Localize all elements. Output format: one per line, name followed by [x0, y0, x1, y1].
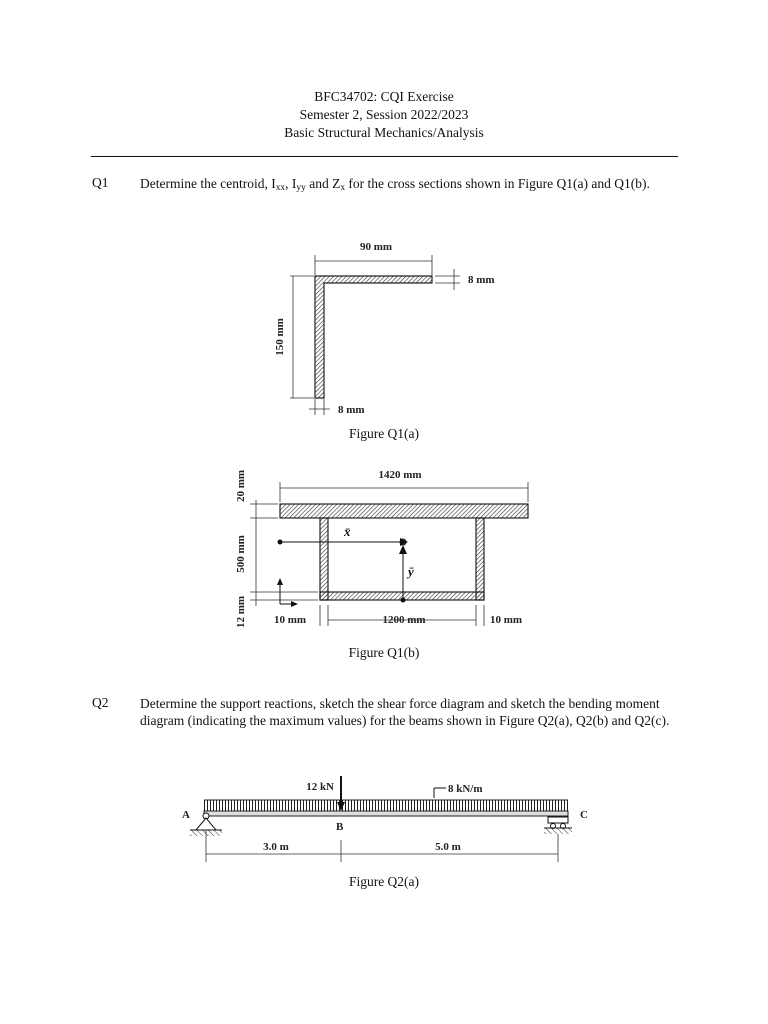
dim-label-90mm: 90 mm: [359, 241, 393, 253]
load-label-udl: 8 kN/m: [448, 783, 483, 795]
document-header: [0, 88, 768, 142]
dim-label-right-web-10mm: 10 mm: [490, 614, 523, 626]
figure-q1a-angle-section: [260, 235, 520, 425]
dim-label-20mm: 20 mm: [235, 469, 247, 503]
load-label-12kN: 12 kN: [306, 781, 334, 793]
node-label-a: A: [182, 809, 190, 821]
question-label-q1: Q1: [92, 175, 109, 190]
question-text-q2: Determine the support reactions, sketch the shear force diagram and sketch the bending moment diagram (indicating the maximum values) for the beams shown in Figure Q2(a), Q2(b) and Q2(c).: [140, 696, 670, 728]
dim-label-top-thickness: 8 mm: [468, 274, 495, 286]
span-label-ab: 3.0 m: [263, 841, 289, 853]
dim-label-left-web-10mm: 10 mm: [274, 614, 307, 626]
dim-label-500mm: 500 mm: [235, 535, 247, 573]
dim-label-web-thickness: 8 mm: [338, 404, 365, 416]
question-label-q2: Q2: [92, 695, 109, 710]
caption-figure-q1a: Figure Q1(a): [348, 426, 420, 441]
label-x-bar: x̄: [344, 524, 351, 539]
label-y-bar: ȳ: [408, 564, 414, 579]
node-label-c: C: [580, 809, 588, 821]
figure-q1b-box-section: [228, 460, 548, 630]
node-label-b: B: [336, 821, 344, 833]
course-name: Basic Structural Mechanics/Analysis: [284, 125, 484, 140]
dim-label-1420mm: 1420 mm: [378, 469, 422, 481]
dim-label-1200mm: 1200 mm: [382, 614, 426, 626]
caption-figure-q2a: Figure Q2(a): [348, 874, 420, 889]
header-divider: [91, 156, 678, 157]
caption-figure-q1b: Figure Q1(b): [348, 645, 420, 660]
figure-q2a-beam: [176, 770, 596, 870]
dim-label-12mm: 12 mm: [235, 595, 247, 629]
dim-label-150mm: 150 mm: [274, 318, 286, 356]
question-text-q1: Determine the centroid, $I_{xx}$, $I_{yy}$ and $Z_x$ for the cross sections shown in Figure Q1(a) and Q1(b).: [140, 176, 650, 193]
span-label-bc: 5.0 m: [435, 841, 461, 853]
course-code-title: BFC34702: CQI Exercise: [314, 89, 454, 104]
semester-session: Semester 2, Session 2022/2023: [299, 107, 469, 122]
